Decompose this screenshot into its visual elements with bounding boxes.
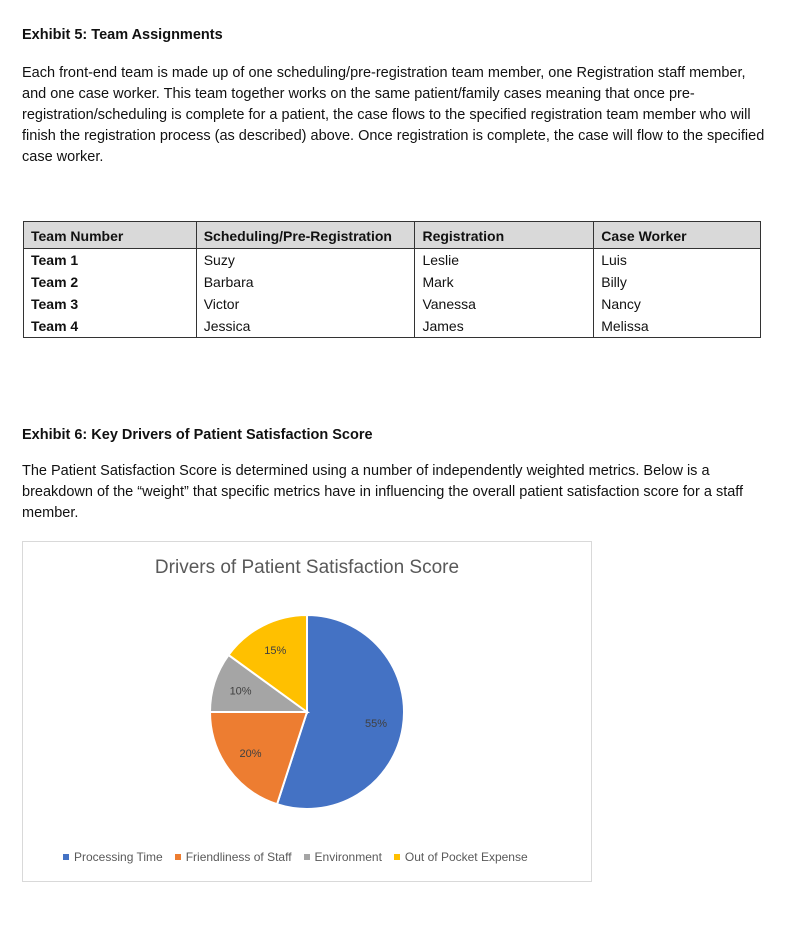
- exhibit6-heading: Exhibit 6: Key Drivers of Patient Satisfaction Score: [22, 427, 373, 443]
- legend-swatch: [394, 854, 400, 860]
- header-case-worker: Case Worker: [594, 222, 761, 249]
- pie-chart-container: [22, 541, 592, 882]
- legend-label: Environment: [314, 850, 382, 864]
- team-cell: Team 1: [24, 249, 197, 272]
- header-scheduling: Scheduling/Pre-Registration: [196, 222, 415, 249]
- legend-label: Out of Pocket Expense: [404, 850, 528, 864]
- table-row: [24, 271, 761, 293]
- exhibit5-paragraph: Each front-end team is made up of one scheduling/pre-registration team member, one Registration staff member, and one case worker. This team together works on the same patient/family cases meaning that once pre-registration/scheduling is complete for a patient, the case flows to the specified registration team member who will finish the registration process (as described) above. Once registration is complete, the case will flow to the specified case worker.: [22, 65, 765, 165]
- registration-cell: Mark: [415, 271, 594, 293]
- case-worker-cell: Luis: [594, 249, 761, 272]
- team-cell: Team 3: [24, 293, 197, 315]
- case-worker-cell: Melissa: [594, 315, 761, 338]
- exhibit6-paragraph: The Patient Satisfaction Score is determined using a number of independently weighted metrics. Below is a breakdown of the “weight” that specific metrics have in influencing the overall patient satisfaction score for a staff member.: [22, 463, 744, 521]
- scheduling-cell: Suzy: [196, 249, 415, 272]
- team-assignments-table: [23, 221, 761, 338]
- table-row: [24, 249, 761, 272]
- pie-data-label: 55%: [364, 717, 387, 730]
- pie-data-label: 10%: [229, 685, 252, 698]
- legend-item: [394, 850, 528, 864]
- chart-title: Drivers of Patient Satisfaction Score: [154, 557, 460, 578]
- case-worker-cell: Nancy: [594, 293, 761, 315]
- legend-label: Friendliness of Staff: [185, 850, 292, 864]
- legend-swatch: [175, 854, 181, 860]
- pie-data-label: 15%: [264, 644, 287, 657]
- header-team-number: Team Number: [24, 222, 197, 249]
- pie-data-label: 20%: [239, 748, 262, 761]
- legend-label: Processing Time: [74, 850, 163, 864]
- registration-cell: Leslie: [415, 249, 594, 272]
- legend-item: [175, 850, 292, 864]
- exhibit5-heading: Exhibit 5: Team Assignments: [22, 27, 223, 43]
- table-header-row: [24, 222, 761, 249]
- team-cell: Team 4: [24, 315, 197, 338]
- table-row: [24, 293, 761, 315]
- case-worker-cell: Billy: [594, 271, 761, 293]
- scheduling-cell: Jessica: [196, 315, 415, 338]
- pie-chart: [23, 542, 591, 881]
- header-registration: Registration: [415, 222, 594, 249]
- legend-swatch: [63, 854, 69, 860]
- legend-item: [63, 850, 163, 864]
- table-row: [24, 315, 761, 338]
- legend-item: [304, 850, 382, 864]
- scheduling-cell: Victor: [196, 293, 415, 315]
- chart-legend: [63, 850, 528, 864]
- scheduling-cell: Barbara: [196, 271, 415, 293]
- team-cell: Team 2: [24, 271, 197, 293]
- registration-cell: James: [415, 315, 594, 338]
- registration-cell: Vanessa: [415, 293, 594, 315]
- legend-swatch: [304, 854, 310, 860]
